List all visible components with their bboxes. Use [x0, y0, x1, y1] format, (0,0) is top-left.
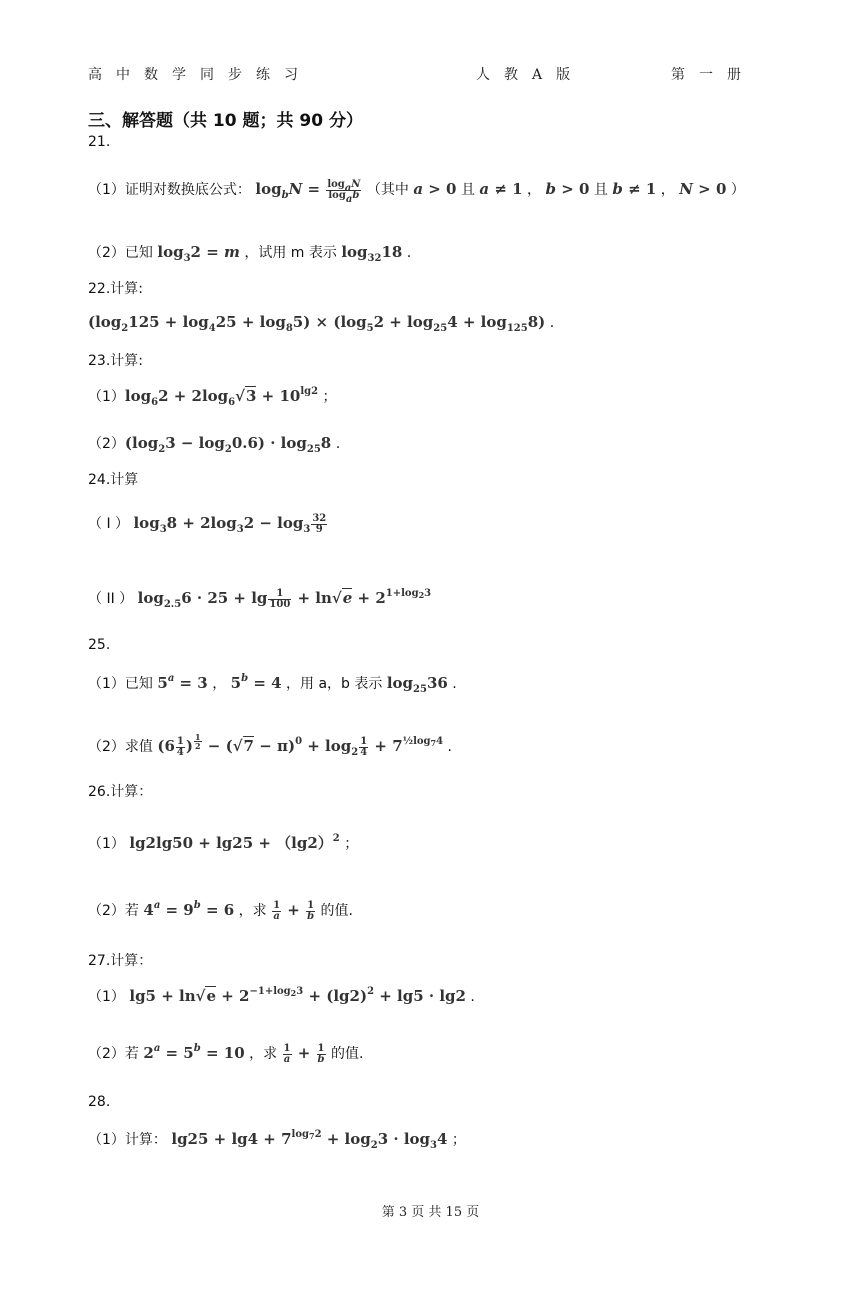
- question-22-number: 22.计算:: [88, 281, 143, 297]
- q21-p1-condition: （其中 a > 0 且 a ≠ 1 ， b > 0 且 b ≠ 1 ， N > 0 ）: [366, 180, 745, 198]
- question-21-number: 21.: [88, 134, 111, 150]
- q21-p2-mid: ，试用 m 表示: [244, 245, 337, 261]
- question-24-number: 24.计算: [88, 472, 139, 488]
- question-25-part-2: （2）求值 (6 $\frac{1}{4}$ ) $^{\frac{1}{2}}$ − $(√7 - \pi)^0 + \log_2$ $\frac{1}{4}$ + $7^{\frac{1}{2}log_74}$ .: [88, 732, 452, 758]
- question-22-expression: $(\log_2125 + \log_425 + \log_85) \times (\log_52 + \log_{25}4 + \log_{125}8)$ .: [88, 313, 555, 334]
- question-21-part-1: [88, 178, 745, 205]
- question-26-part-1: （1） $\lg 2\lg 50 + \lg 25 + (\lg 2)^2$ ；: [88, 833, 359, 852]
- q21-p2-known: $\log_32 = m$: [157, 243, 240, 264]
- question-27-number: 27.计算：: [88, 953, 153, 969]
- question-21-part-2: [88, 242, 411, 262]
- question-23-number: 23.计算:: [88, 353, 143, 369]
- question-27-part-2: （2）若 $2^a = 5^b = 10$ ，求 $\frac{1}{a}$ + $\frac{1}{b}$ 的值.: [88, 1042, 364, 1065]
- section-title: 三、解答题（共 10 题；共 90 分）: [88, 111, 363, 131]
- question-26-number: 26.计算：: [88, 784, 153, 800]
- question-24-part-2: （ II ） $\log_{2.5}6 \cdot 25 + \lg$ $\frac{1}{100}$ + $\ln√e + 2^{1+log_23}$: [88, 587, 432, 610]
- q21-p2-target: $\log_{32}18$: [341, 243, 403, 264]
- question-27-part-1: （1） $\lg 5 + \ln√e + 2^{-1+log_23} + (\lg 2)^2 + \lg 5 \cdot \lg 2$ .: [88, 986, 475, 1005]
- question-23-part-1: $(1)\log_62 + 2\log_6√3 + 10^{lg2}$ ；: [88, 386, 337, 408]
- page-footer: 第 3 页 共 15 页: [381, 1205, 480, 1220]
- q21-p1-formula: $\log_bN$ = $\frac{\log_aN}{\log_ab}$: [255, 178, 361, 205]
- question-24-part-1: （ I ） $\log_38 + 2\log_32 - \log_3$ $\frac{32}{9}$: [88, 512, 327, 535]
- q21-p1-prefix: （1）证明对数换底公式：: [88, 182, 251, 198]
- question-26-part-2: （2）若 $4^a = 9^b = 6$ ，求 $\frac{1}{a}$ + $\frac{1}{b}$ 的值.: [88, 899, 353, 922]
- question-28-part-1: （1）计算： $\lg 25 + \lg 4 + 7^{log_72} + \log_23 \cdot \log_34$ ；: [88, 1129, 466, 1151]
- q21-p2-prefix: （2）已知: [88, 245, 153, 261]
- question-25-number: 25.: [88, 637, 111, 653]
- q21-p2-end: .: [406, 245, 412, 261]
- header-left: 高 中 数 学 同 步 练 习: [88, 67, 298, 83]
- header-center: 人 教 A 版: [476, 67, 571, 83]
- question-28-number: 28.: [88, 1094, 111, 1110]
- question-25-part-1: （1）已知 $5^a = 3$ ， $5^b = 4$ ，用 a，b 表示 $\log_{25}36$ .: [88, 673, 457, 695]
- question-23-part-2: $(2)(\log_23 - \log_20.6) \cdot \log_{25}8$ .: [88, 434, 341, 455]
- header-right: 第 一 册: [671, 67, 741, 83]
